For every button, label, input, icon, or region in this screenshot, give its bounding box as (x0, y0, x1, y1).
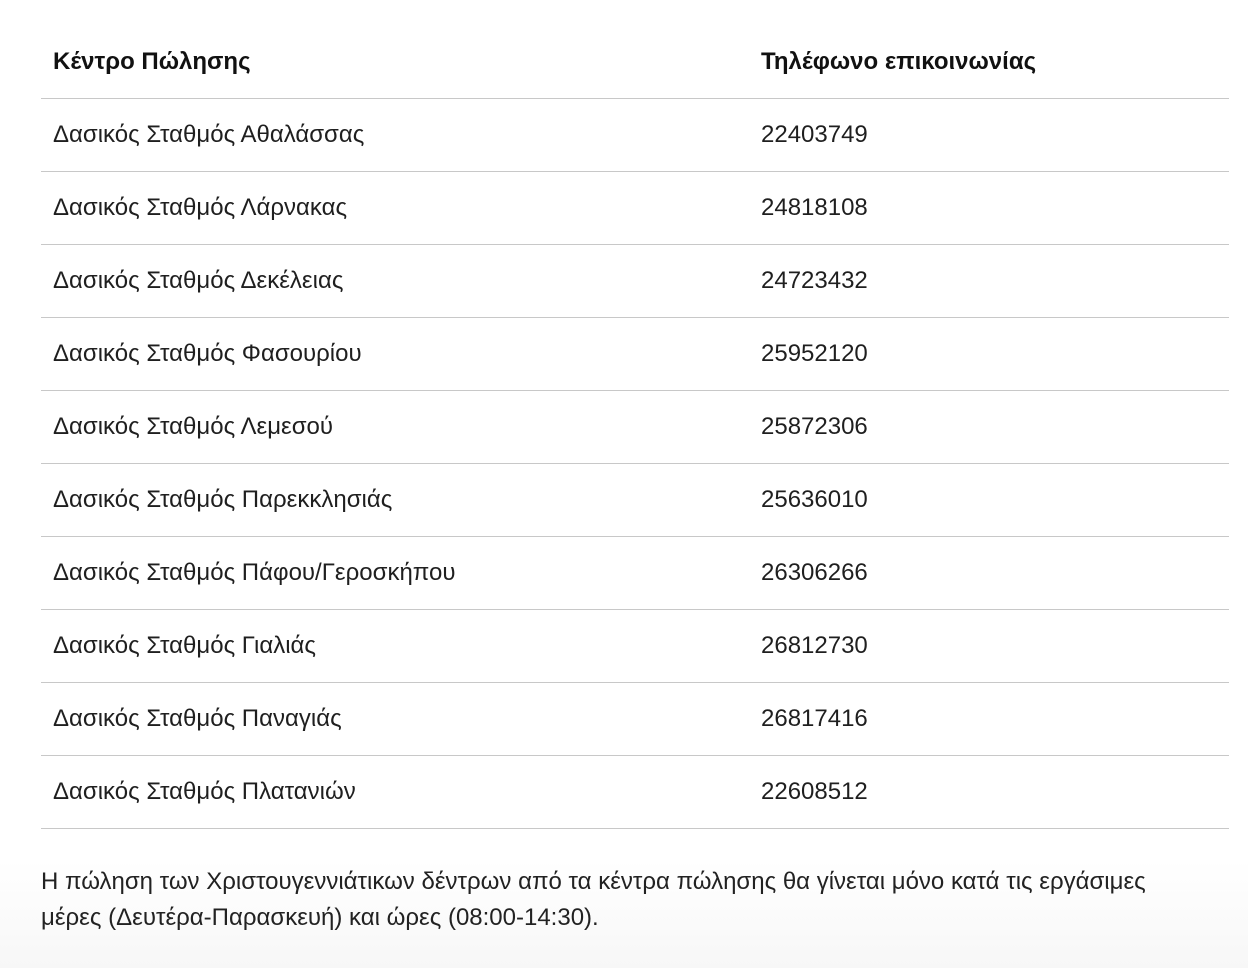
header-center: Κέντρο Πώλησης (41, 25, 749, 99)
cell-center: Δασικός Σταθμός Παρεκκλησιάς (41, 464, 749, 537)
header-row (41, 25, 1229, 99)
table-row (41, 756, 1229, 829)
cell-phone: 22608512 (749, 756, 1229, 829)
cell-center: Δασικός Σταθμός Παναγιάς (41, 683, 749, 756)
cell-center: Δασικός Σταθμός Λεμεσού (41, 391, 749, 464)
cell-phone: 24723432 (749, 245, 1229, 318)
cell-phone: 25872306 (749, 391, 1229, 464)
table-row (41, 683, 1229, 756)
table-row (41, 245, 1229, 318)
table-body (41, 99, 1229, 829)
table-row (41, 537, 1229, 610)
cell-phone: 26306266 (749, 537, 1229, 610)
table-header (41, 25, 1229, 99)
table-row (41, 172, 1229, 245)
table-row (41, 464, 1229, 537)
table-row (41, 391, 1229, 464)
cell-phone: 24818108 (749, 172, 1229, 245)
cell-center: Δασικός Σταθμός Φασουρίου (41, 318, 749, 391)
cell-center: Δασικός Σταθμός Γιαλιάς (41, 610, 749, 683)
cell-phone: 25636010 (749, 464, 1229, 537)
cell-phone: 25952120 (749, 318, 1229, 391)
sales-centers-table (41, 25, 1229, 829)
cell-center: Δασικός Σταθμός Πλατανιών (41, 756, 749, 829)
cell-phone: 22403749 (749, 99, 1229, 172)
sales-hours-note: Η πώληση των Χριστουγεννιάτικων δέντρων από τα κέντρα πώλησης θα γίνεται μόνο κατά τις εργάσιμες μέρες (Δευτέρα-Παρασκευή) και ώρες (08:00-14:30). (41, 868, 1146, 931)
cell-center: Δασικός Σταθμός Δεκέλειας (41, 245, 749, 318)
table-row (41, 610, 1229, 683)
table-row (41, 99, 1229, 172)
cell-center: Δασικός Σταθμός Πάφου/Γεροσκήπου (41, 537, 749, 610)
cell-center: Δασικός Σταθμός Αθαλάσσας (41, 99, 749, 172)
header-phone: Τηλέφωνο επικοινωνίας (749, 25, 1229, 99)
cell-phone: 26817416 (749, 683, 1229, 756)
table-row (41, 318, 1229, 391)
cell-phone: 26812730 (749, 610, 1229, 683)
cell-center: Δασικός Σταθμός Λάρνακας (41, 172, 749, 245)
